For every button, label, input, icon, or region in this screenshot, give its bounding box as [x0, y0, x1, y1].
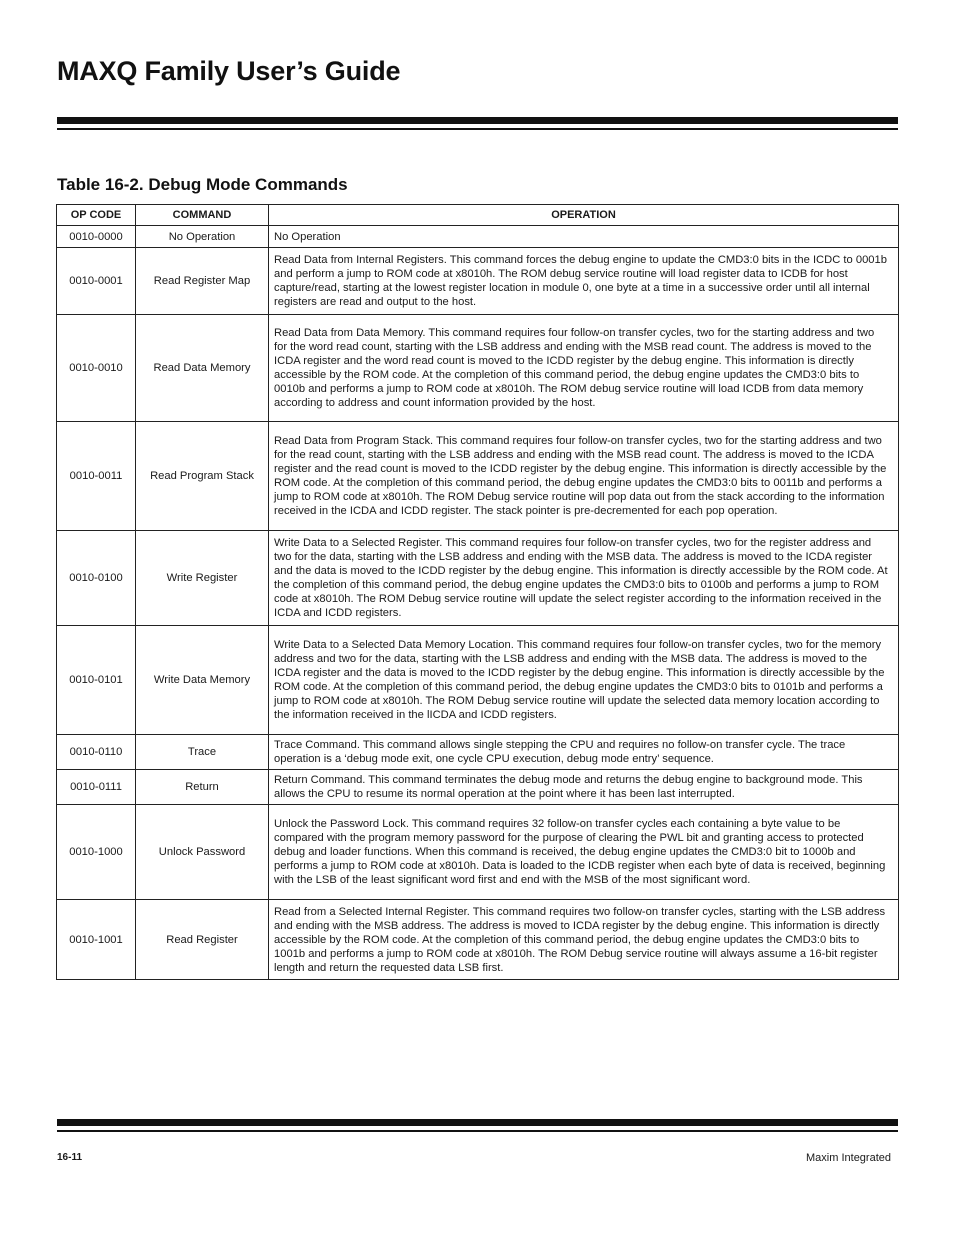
operation-cell: Read Data from Program Stack. This command requires four follow-on transfer cycles, two for the starting address and two for the read count, starting with the LSB address and ending with the MSB read count. The address is moved to the ICDA register and the read count is moved to the ICDD register by the debug engine. This information is directly accessible by the ROM code. At the completion of this command period, the debug engine updates the CMD3:0 bits to 0011b and performs a jump to ROM code at x8010h. The ROM Debug service routine will pop data out from the stack according to the information received in the ICDA and ICDD register. The stack pointer is pre-decremented for each pop operation.	[269, 422, 899, 531]
command-cell: Write Register	[136, 531, 269, 626]
table-title: Table 16-2. Debug Mode Commands	[57, 175, 348, 194]
operation-cell: Write Data to a Selected Register. This command requires four follow-on transfer cycles, two for the register address and two for the data, starting with the LSB address and ending with the MSB data. The address is moved to the ICDA register and the data is moved to the ICDD register by the debug engine. This information is directly accessible by the ROM code. At the completion of this command period, the debug engine updates the CMD3:0 bits to 0100b and performs a jump to ROM code at x8010h. The ROM Debug service routine will update the select register according to the information received in the ICDA and ICDD registers.	[269, 531, 899, 626]
document-title: MAXQ Family User’s Guide	[57, 56, 401, 86]
command-cell: Return	[136, 770, 269, 805]
debug-commands-table	[56, 204, 899, 980]
operation-cell: Unlock the Password Lock. This command requires 32 follow-on transfer cycles each containing a byte value to be compared with the program memory password for the purpose of clearing the PWL bit and granting access to protected debug and loader functions. When this command is received, the debug engine updates the CMD3:0 bit to 1000b and performs a jump to ROM code at x8010h. Data is loaded to the ICDB register when each byte of data is received, beginning with the LSB of the least significant word first and end with the MSB of the most significant word.	[269, 805, 899, 900]
table-row	[57, 805, 899, 900]
command-cell: Read Register Map	[136, 248, 269, 315]
opcode-cell: 0010-1000	[57, 805, 136, 900]
header-operation: OPERATION	[269, 205, 899, 226]
table-row	[57, 626, 899, 735]
operation-cell: Read Data from Internal Registers. This command forces the debug engine to update the CMD3:0 bits in the ICDC to 0001b and perform a jump to ROM code at x8010h. The ROM debug service routine will load register data to ICDB for host capture/read, starting at the lowest register location in module 0, one byte at a time in a successive order until all internal registers are read and output to the host.	[269, 248, 899, 315]
operation-cell: Read from a Selected Internal Register. This command requires two follow-on transfer cycles, starting with the LSB address and ending with the MSB address. The address is moved to ICDA register by the debug engine. This information is directly accessible by the ROM code. At the completion of this command period, the debug engine updates the CMD3:0 bits to 1001b and performs a jump to ROM code at x8010h. The ROM Debug service routine will always assume a 16-bit register length and return the requested data LSB first.	[269, 900, 899, 980]
table-row	[57, 422, 899, 531]
footer-rule-thin	[57, 1130, 898, 1132]
table-row	[57, 531, 899, 626]
opcode-cell: 0010-0111	[57, 770, 136, 805]
table-row	[57, 900, 899, 980]
opcode-cell: 0010-0011	[57, 422, 136, 531]
header-opcode: OP CODE	[57, 205, 136, 226]
operation-cell: Read Data from Data Memory. This command requires four follow-on transfer cycles, two for the starting address and two for the word read count, starting with the LSB address and ending with the MSB read count. The address is moved to the ICDA register and the word read count is moved to the ICDD register by the debug engine. This information is directly accessible by the ROM code. At the completion of this command period, the debug engine updates the CMD3:0 bits to 0010b and performs a jump to ROM code at x8010h. The ROM debug service routine will load ICDB from data memory according to address and count information provided by the host.	[269, 315, 899, 422]
table-row	[57, 315, 899, 422]
operation-cell: No Operation	[269, 226, 899, 248]
opcode-cell: 0010-0110	[57, 735, 136, 770]
command-cell: Trace	[136, 735, 269, 770]
table-row	[57, 735, 899, 770]
opcode-cell: 0010-1001	[57, 900, 136, 980]
opcode-cell: 0010-0000	[57, 226, 136, 248]
opcode-cell: 0010-0101	[57, 626, 136, 735]
company-name: Maxim Integrated	[806, 1152, 891, 1164]
opcode-cell: 0010-0100	[57, 531, 136, 626]
operation-cell: Write Data to a Selected Data Memory Location. This command requires four follow-on transfer cycles, two for the memory address and two for the data, starting with the LSB address and ending with the MSB data. The address is moved to the ICDA register and the data is moved to the ICDD register by the debug engine. This information is directly accessible by the ROM code. At the completion of this command period, the debug engine updates the CMD3:0 bits to 0101b and performs a jump to ROM code at x8010h. The ROM Debug service routine will update the selected data memory location according to the information received in the lICDA and ICDD registers.	[269, 626, 899, 735]
command-cell: Read Program Stack	[136, 422, 269, 531]
command-cell: No Operation	[136, 226, 269, 248]
table-row	[57, 248, 899, 315]
operation-cell: Trace Command. This command allows single stepping the CPU and requires no follow-on transfer cycle. The trace operation is a ‘debug mode exit, one cycle CPU execution, debug mode entry’ sequence.	[269, 735, 899, 770]
table-row	[57, 226, 899, 248]
header-command: COMMAND	[136, 205, 269, 226]
opcode-cell: 0010-0001	[57, 248, 136, 315]
command-cell: Write Data Memory	[136, 626, 269, 735]
command-cell: Read Data Memory	[136, 315, 269, 422]
command-cell: Unlock Password	[136, 805, 269, 900]
opcode-cell: 0010-0010	[57, 315, 136, 422]
table-row	[57, 770, 899, 805]
header-rule-thick	[57, 117, 898, 124]
page-number: 16-11	[57, 1152, 83, 1163]
header-rule-thin	[57, 128, 898, 130]
command-cell: Read Register	[136, 900, 269, 980]
table-header-row	[57, 205, 899, 226]
operation-cell: Return Command. This command terminates the debug mode and returns the debug engine to background mode. This allows the CPU to resume its normal operation at the point where it has been last interrupted.	[269, 770, 899, 805]
footer-rule-thick	[57, 1119, 898, 1126]
